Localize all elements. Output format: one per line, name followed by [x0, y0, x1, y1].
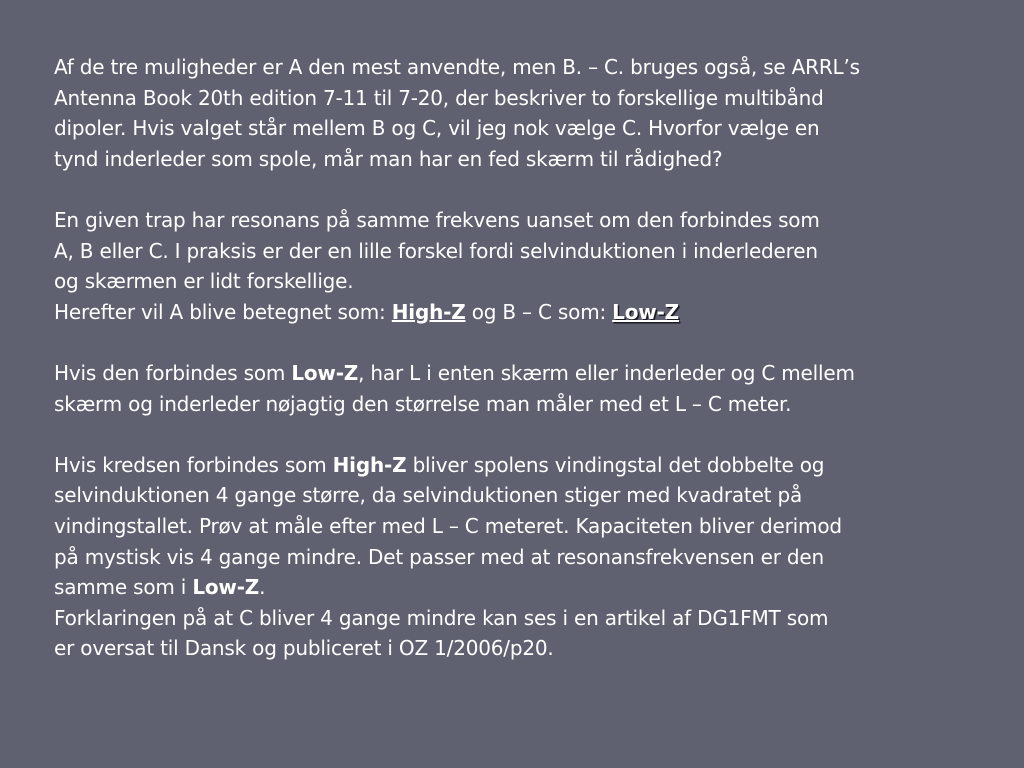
paragraph2-line4: [54, 297, 1004, 328]
low-z-intro-text: Hvis den forbindes som: [54, 360, 292, 385]
paragraph4-line3: vindingstallet. Prøv at måle efter med L – C meteret. Kapaciteten bliver derimod: [54, 513, 842, 538]
sentence-period: .: [259, 575, 266, 600]
definition-middle-text: og B – C som:: [465, 299, 613, 324]
low-z-term: Low-Z: [612, 299, 679, 324]
paragraph4-line1: [54, 450, 1004, 481]
paragraph-spacer: [54, 174, 1004, 205]
high-z-description-text: bliver spolens vindingstal det dobbelte og: [406, 452, 825, 477]
paragraph4-line6: Forklaringen på at C bliver 4 gange mindre kan ses i en artikel af DG1FMT som: [54, 605, 829, 630]
high-z-bold-term: High-Z: [332, 452, 407, 477]
slide-text-body: [54, 52, 1004, 664]
paragraph1-line4: tynd inderleder som spole, mår man har en fed skærm til rådighed?: [54, 146, 723, 171]
paragraph4-line5: [54, 572, 1004, 603]
paragraph2-line1: En given trap har resonans på samme frekvens uanset om den forbindes som: [54, 207, 820, 232]
paragraph4-line4: på mystisk vis 4 gange mindre. Det passer med at resonansfrekvensen er den: [54, 544, 824, 569]
paragraph1-line1: Af de tre muligheder er A den mest anvendte, men B. – C. bruges også, se ARRL’s: [54, 55, 860, 79]
definition-intro-text: Herefter vil A blive betegnet som:: [54, 299, 392, 324]
paragraph2-line3: og skærmen er lidt forskellige.: [54, 269, 354, 294]
low-z-description-text: , har L i enten skærm eller inderleder og C mellem: [358, 360, 855, 385]
same-as-text: samme som i: [54, 575, 193, 600]
paragraph2-line2: A, B eller C. I praksis er der en lille forskel fordi selvinduktionen i inderlederen: [54, 238, 818, 263]
paragraph3-line1: [54, 358, 1004, 389]
paragraph-spacer: [54, 419, 1004, 450]
low-z-bold-term: Low-Z: [291, 360, 359, 385]
high-z-intro-text: Hvis kredsen forbindes som: [54, 452, 333, 477]
paragraph1-line2: Antenna Book 20th edition 7-11 til 7-20, der beskriver to forskellige multibånd: [54, 85, 824, 110]
paragraph3-line2: skærm og inderleder nøjagtig den størrelse man måler med et L – C meter.: [54, 391, 792, 416]
high-z-term: High-Z: [391, 299, 466, 324]
paragraph-spacer: [54, 327, 1004, 358]
paragraph4-line7: er oversat til Dansk og publiceret i OZ 1/2006/p20.: [54, 636, 554, 661]
low-z-bold-term-2: Low-Z: [192, 575, 260, 600]
paragraph4-line2: selvinduktionen 4 gange større, da selvinduktionen stiger med kvadratet på: [54, 483, 803, 508]
paragraph1-line3: dipoler. Hvis valget står mellem B og C, vil jeg nok vælge C. Hvorfor vælge en: [54, 116, 820, 141]
